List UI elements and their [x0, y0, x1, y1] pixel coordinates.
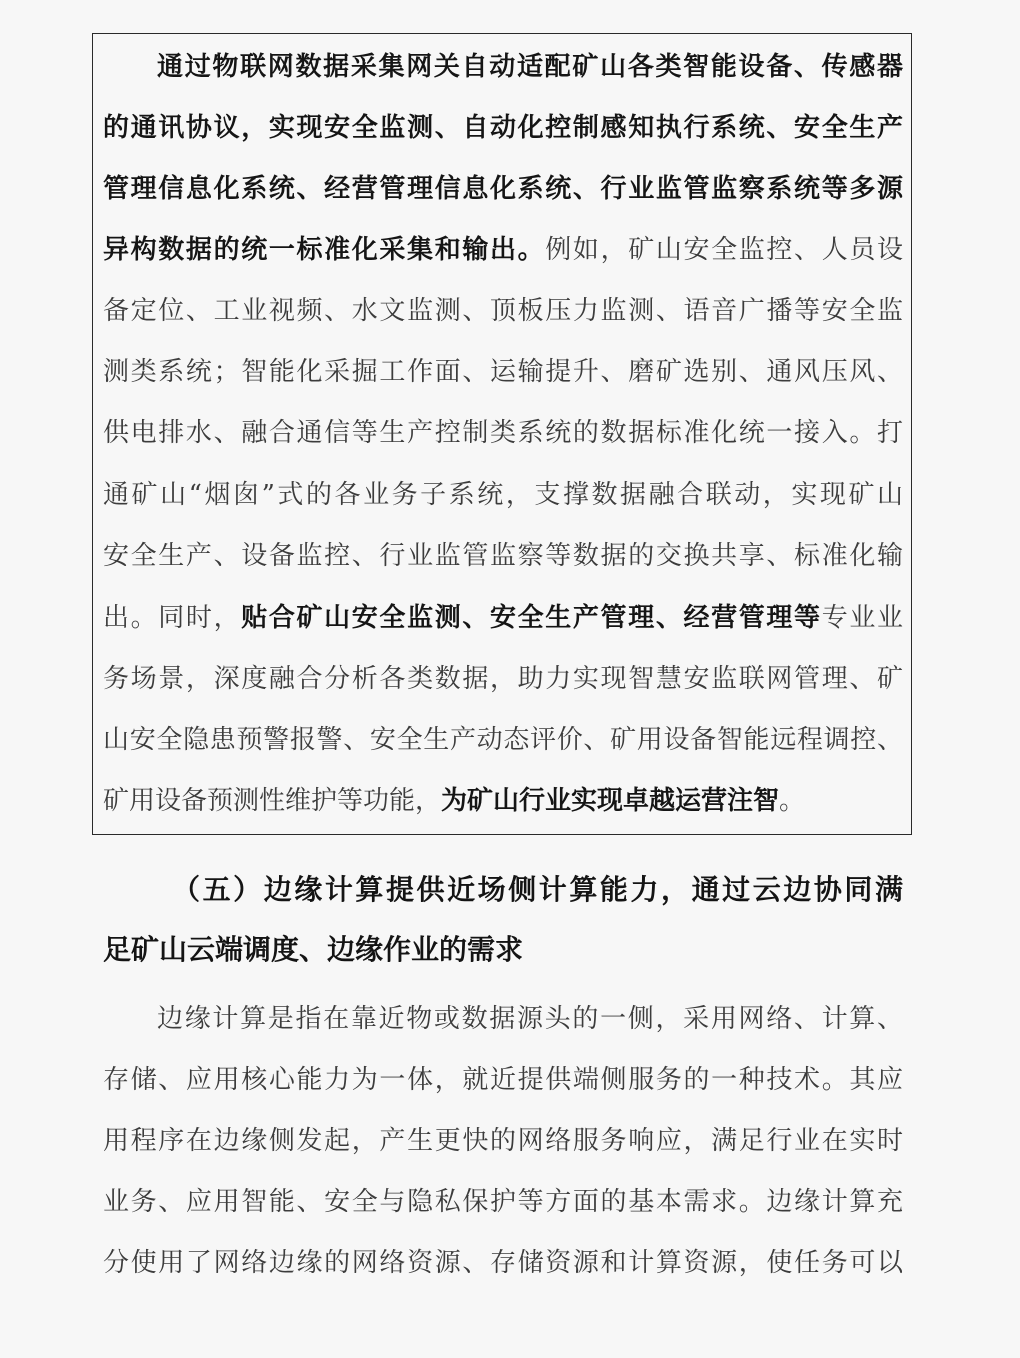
section-heading-line-2: 足矿山云端调度、边缘作业的需求: [103, 933, 524, 966]
boxed-line-4: [103, 232, 903, 268]
boxed-line-7-seg-1: 供电排水、融合通信等生产控制类系统的数据标准化统一接入。打: [103, 418, 903, 448]
body-line-3: 用程序在边缘侧发起，产生更快的网络服务响应，满足行业在实时: [103, 1126, 903, 1156]
boxed-line-12-seg-1: 山安全隐患预警报警、安全生产动态评价、矿用设备智能远程调控、: [103, 725, 903, 755]
boxed-line-6-seg-1: 测类系统；智能化采掘工作面、运输提升、磨矿选别、通风压风、: [103, 357, 903, 387]
boxed-line-4-seg-1: 异构数据的统一标准化采集和输出。: [103, 235, 546, 265]
boxed-line-10-seg-2: 贴合矿山安全监测、安全生产管理、经营管理等: [241, 603, 822, 633]
boxed-line-3: [103, 171, 903, 207]
boxed-line-1-seg-1: 通过物联网数据采集网关自动适配矿山各类智能设备、传感器: [157, 52, 903, 82]
boxed-line-8: [103, 477, 903, 513]
boxed-line-13-seg-1: 矿用设备预测性维护等功能，: [103, 786, 442, 816]
boxed-line-6: [103, 354, 903, 390]
boxed-line-2: [103, 110, 903, 146]
boxed-line-1: [157, 49, 903, 85]
boxed-line-10-seg-1: 出。同时，: [103, 603, 242, 633]
boxed-line-13-seg-2: 为矿山行业实现卓越运营注智: [441, 786, 780, 816]
boxed-line-2-seg-1: 的通讯协议，实现安全监测、自动化控制感知执行系统、安全生产: [103, 113, 903, 143]
boxed-line-9-seg-1: 安全生产、设备监控、行业监管监察等数据的交换共享、标准化输: [103, 541, 903, 571]
boxed-line-13-seg-3: 。: [779, 786, 806, 816]
section-heading-line-1: （五）边缘计算提供近场侧计算能力，通过云边协同满: [172, 873, 903, 906]
boxed-line-4-seg-2: 例如，矿山安全监控、人员设: [545, 235, 903, 265]
boxed-line-11-seg-1: 务场景，深度融合分析各类数据，助力实现智慧安监联网管理、矿: [103, 664, 903, 694]
body-line-5: 分使用了网络边缘的网络资源、存储资源和计算资源，使任务可以: [103, 1248, 903, 1278]
boxed-line-8-seg-1: 通矿山“烟囱”式的各业务子系统，支撑数据融合联动，实现矿山: [103, 480, 903, 510]
boxed-line-7: [103, 415, 903, 451]
boxed-line-3-seg-1: 管理信息化系统、经营管理信息化系统、行业监管监察系统等多源: [103, 174, 903, 204]
boxed-line-12: [103, 722, 903, 758]
boxed-line-11: [103, 661, 903, 697]
boxed-line-10: [103, 600, 903, 636]
body-line-2: 存储、应用核心能力为一体，就近提供端侧服务的一种技术。其应: [103, 1065, 903, 1095]
boxed-line-5-seg-1: 备定位、工业视频、水文监测、顶板压力监测、语音广播等安全监: [103, 296, 903, 326]
body-line-1: 边缘计算是指在靠近物或数据源头的一侧，采用网络、计算、: [157, 1004, 903, 1034]
body-line-4: 业务、应用智能、安全与隐私保护等方面的基本需求。边缘计算充: [103, 1187, 903, 1217]
boxed-line-9: [103, 538, 903, 574]
boxed-line-13: [103, 783, 903, 819]
boxed-line-5: [103, 293, 903, 329]
boxed-line-10-seg-3: 专业业: [821, 603, 903, 633]
